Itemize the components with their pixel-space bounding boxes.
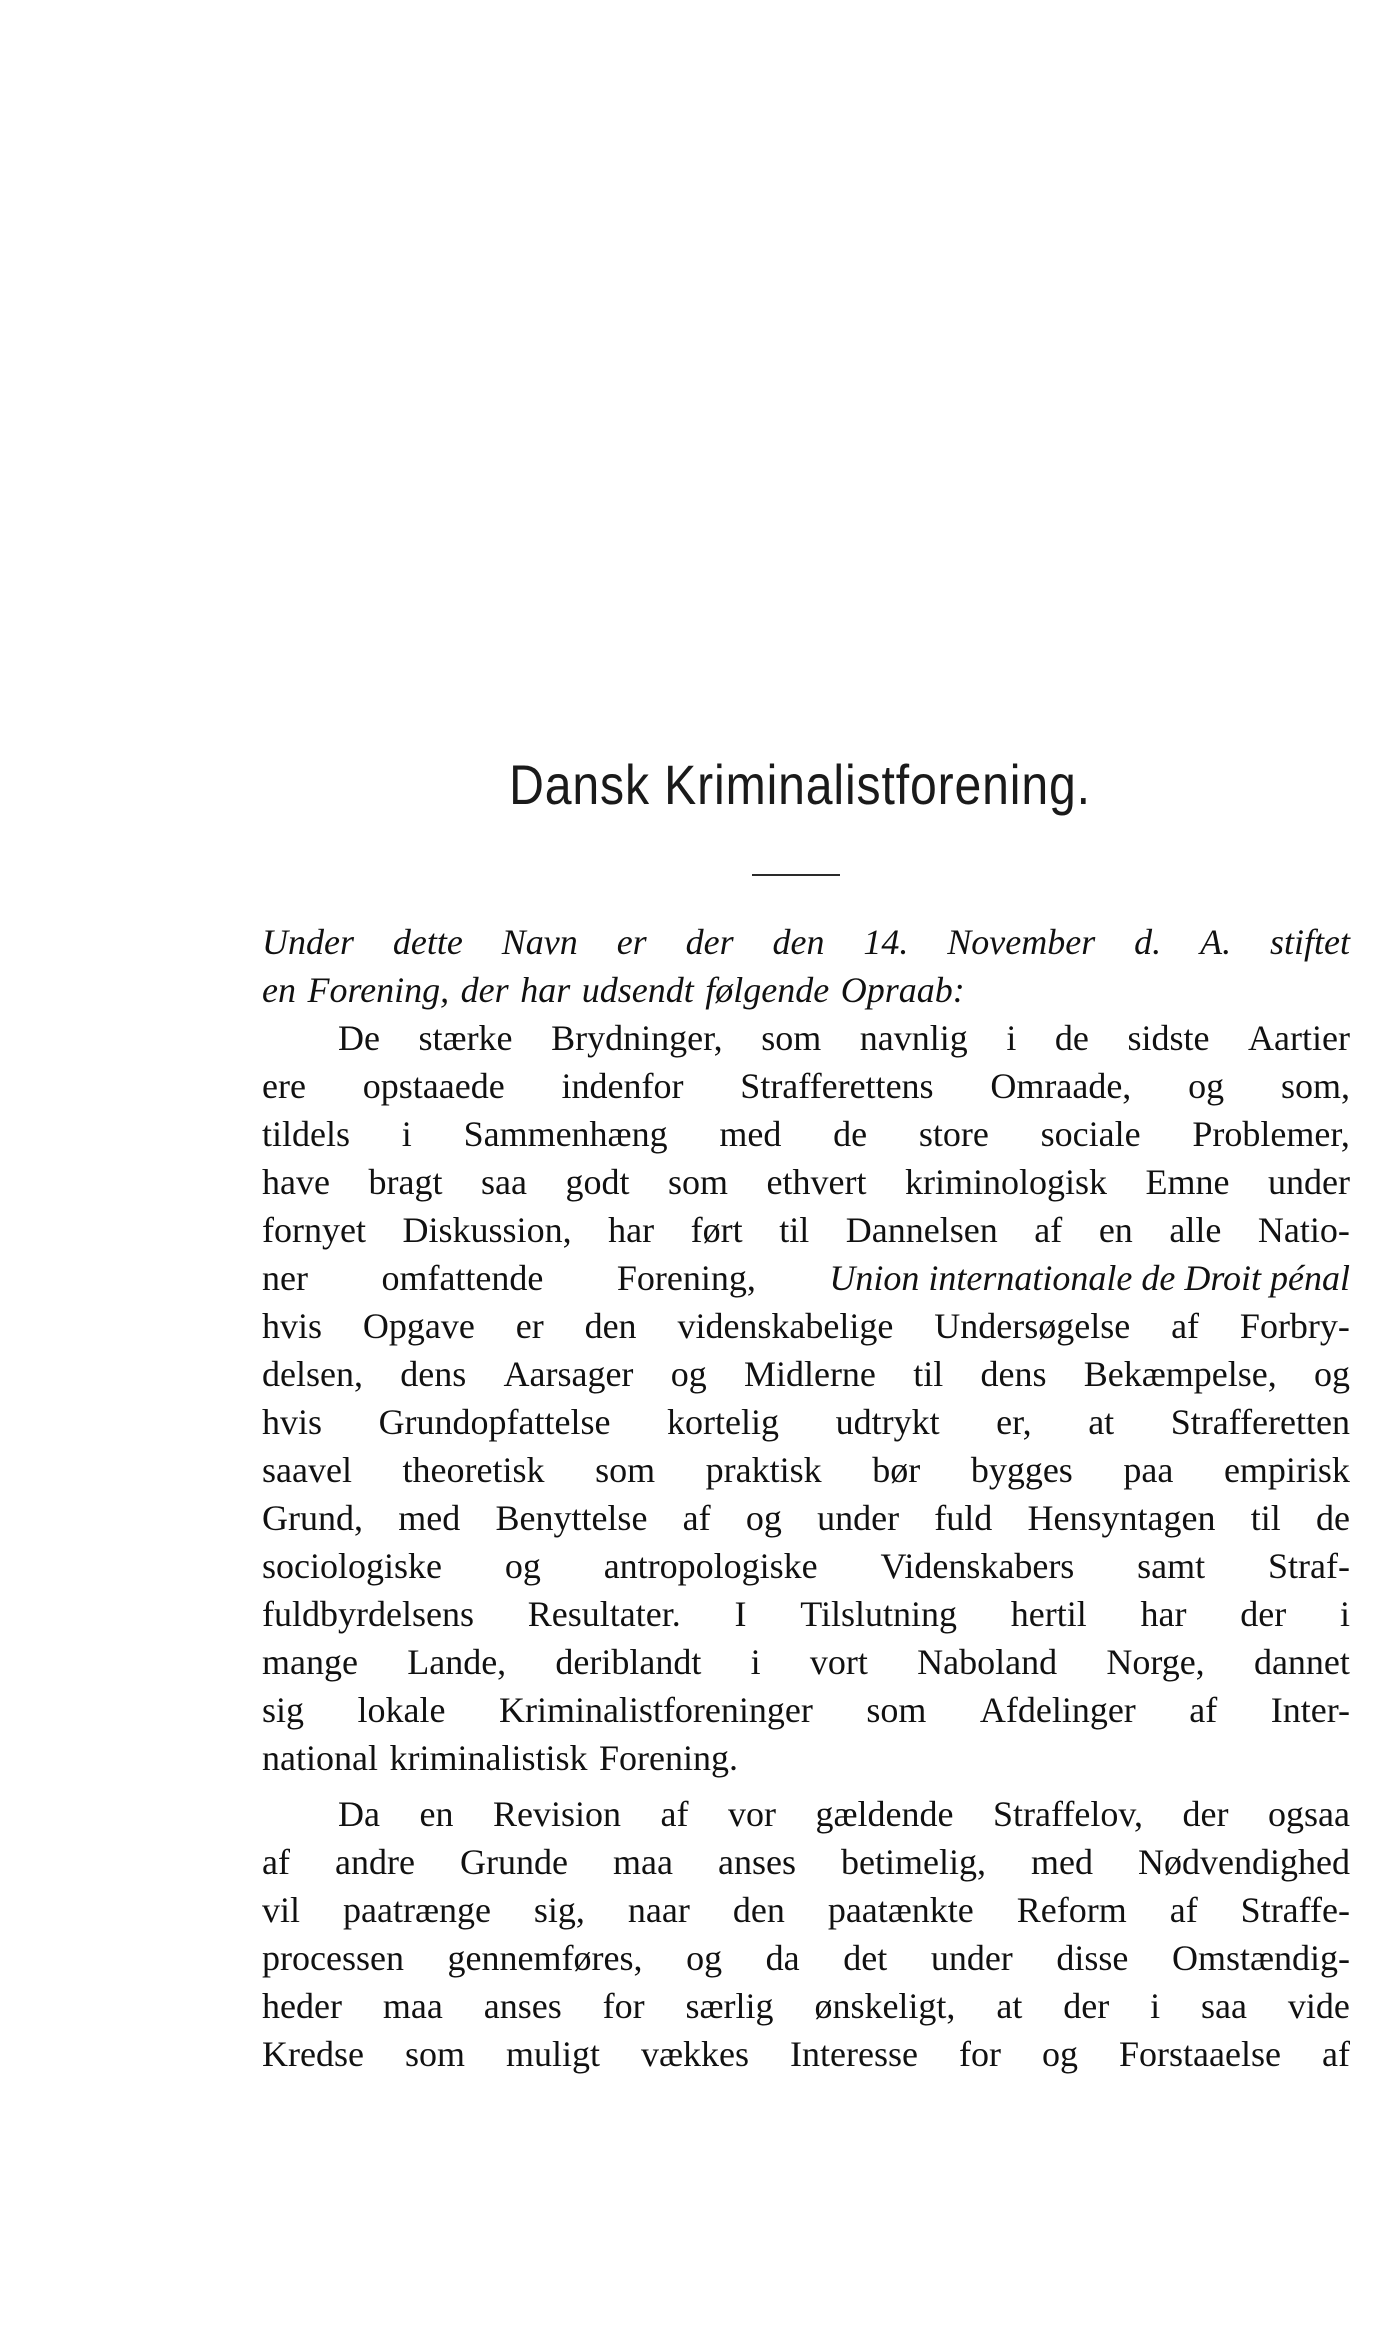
- word: Sammenhæng: [463, 1114, 668, 1154]
- word: delsen,: [262, 1354, 363, 1394]
- word: dens: [400, 1354, 467, 1394]
- word: Da: [338, 1794, 380, 1834]
- word: i: [750, 1642, 761, 1682]
- word: vil: [262, 1890, 301, 1930]
- word: med: [1031, 1842, 1093, 1882]
- word: fuld: [934, 1498, 993, 1538]
- word: kortelig: [667, 1402, 780, 1442]
- word: Aarsager: [503, 1354, 634, 1394]
- word: de: [1315, 1498, 1350, 1538]
- word: Afdelinger: [979, 1690, 1136, 1730]
- text-line: [262, 918, 1350, 966]
- word: af: [262, 1842, 290, 1882]
- word: stiftet: [1269, 922, 1350, 962]
- word: omfattende: [381, 1258, 544, 1298]
- word: kriminalistisk: [389, 1738, 588, 1778]
- word: særlig: [685, 1986, 774, 2026]
- word: Forbry-: [1239, 1306, 1350, 1346]
- word: stærke: [418, 1018, 513, 1058]
- word: af: [1321, 2034, 1350, 2074]
- word: dannet: [1253, 1642, 1350, 1682]
- word: anses: [483, 1986, 562, 2026]
- word: har: [520, 970, 571, 1010]
- word: af: [682, 1498, 711, 1538]
- word: antropologiske: [603, 1546, 818, 1586]
- word: Forstaaelse: [1119, 2034, 1281, 2074]
- word: Videnskabers: [880, 1546, 1075, 1586]
- word: Norge,: [1106, 1642, 1205, 1682]
- word: de: [1054, 1018, 1089, 1058]
- word: De: [338, 1018, 380, 1058]
- word: saavel: [262, 1450, 352, 1490]
- word: Navn: [501, 922, 578, 962]
- word: Straffelov,: [993, 1794, 1143, 1834]
- word: Midlerne: [743, 1354, 876, 1394]
- word: vort: [809, 1642, 868, 1682]
- word: Benyttelse: [495, 1498, 648, 1538]
- word: I: [734, 1594, 747, 1634]
- word: alle: [1169, 1210, 1222, 1250]
- word: sidste: [1127, 1018, 1210, 1058]
- word: Dannelsen: [845, 1210, 998, 1250]
- body-text: [262, 918, 1350, 2078]
- word: Reform: [1016, 1890, 1127, 1930]
- text-line: [262, 1254, 1350, 1302]
- word: Diskussion,: [402, 1210, 572, 1250]
- word: Resultater.: [527, 1594, 681, 1634]
- word: som: [404, 2034, 465, 2074]
- word: af: [1189, 1690, 1218, 1730]
- word: Forening,: [616, 1258, 756, 1298]
- word: der: [685, 922, 734, 962]
- word: ethvert: [766, 1162, 867, 1202]
- word: Undersøgelse: [934, 1306, 1131, 1346]
- word: sig,: [533, 1890, 585, 1930]
- text-line: [262, 1686, 1350, 1734]
- word: Inter-: [1270, 1690, 1350, 1730]
- paragraph-revision: [262, 1790, 1350, 2078]
- word: empirisk: [1223, 1450, 1350, 1490]
- title-rule: [752, 874, 840, 876]
- word: Opraab:: [840, 970, 965, 1010]
- word: i: [1150, 1986, 1161, 2026]
- text-line: [262, 1638, 1350, 1686]
- word: en: [419, 1794, 454, 1834]
- text-line: [262, 1014, 1350, 1062]
- word: en: [1098, 1210, 1133, 1250]
- word: og: [686, 1938, 723, 1978]
- word: praktisk: [705, 1450, 822, 1490]
- word: der: [460, 970, 509, 1010]
- word: og: [1042, 2034, 1078, 2074]
- word: for: [959, 2034, 1001, 2074]
- text-line: [262, 1590, 1350, 1638]
- word: paatrænge: [343, 1890, 491, 1930]
- word: indenfor: [561, 1066, 684, 1106]
- text-line: [262, 1302, 1350, 1350]
- word: Strafferetten: [1170, 1402, 1350, 1442]
- word: fornyet: [262, 1210, 366, 1250]
- word: den: [772, 922, 825, 962]
- word: Aartier: [1248, 1018, 1350, 1058]
- word: med: [719, 1114, 782, 1154]
- word: vækkes: [641, 2034, 750, 2074]
- word: af: [660, 1794, 689, 1834]
- text-line: [262, 1398, 1350, 1446]
- word: Interesse: [790, 2034, 918, 2074]
- word: Naboland: [917, 1642, 1058, 1682]
- word: navnlig: [859, 1018, 968, 1058]
- word: under: [930, 1938, 1013, 1978]
- word: Kredse: [262, 2034, 364, 2074]
- word: gældende: [815, 1794, 954, 1834]
- word: deriblandt: [555, 1642, 702, 1682]
- word: ønskeligt,: [814, 1986, 956, 2026]
- text-line: [262, 1158, 1350, 1206]
- word: er: [515, 1306, 544, 1346]
- word: processen: [262, 1938, 404, 1978]
- word: det: [843, 1938, 888, 1978]
- word: der: [1063, 1986, 1110, 2026]
- word: naar: [627, 1890, 690, 1930]
- word: gennemføres,: [447, 1938, 643, 1978]
- word: Bekæmpelse,: [1083, 1354, 1277, 1394]
- word: Omstændig-: [1171, 1938, 1350, 1978]
- word: A.: [1200, 922, 1232, 962]
- text-line: [262, 1734, 1350, 1782]
- text-line: [262, 1206, 1350, 1254]
- word: den: [732, 1890, 785, 1930]
- word: kriminologisk: [904, 1162, 1107, 1202]
- word: muligt: [506, 2034, 601, 2074]
- word: bragt: [368, 1162, 443, 1202]
- word: bygges: [970, 1450, 1073, 1490]
- word: saa: [480, 1162, 527, 1202]
- word: og: [1188, 1066, 1225, 1106]
- word: udsendt: [581, 970, 694, 1010]
- word: har: [608, 1210, 655, 1250]
- word: Emne: [1145, 1162, 1230, 1202]
- text-line: [262, 1886, 1350, 1934]
- word: November: [947, 922, 1096, 962]
- word: Revision: [493, 1794, 622, 1834]
- word: ner: [262, 1258, 308, 1298]
- word: heder: [262, 1986, 342, 2026]
- word: som: [667, 1162, 728, 1202]
- word: og: [1313, 1354, 1350, 1394]
- word: betimelig,: [841, 1842, 986, 1882]
- word: hvis: [262, 1306, 323, 1346]
- word: med: [398, 1498, 461, 1538]
- word: for: [602, 1986, 645, 2026]
- word: andre: [335, 1842, 415, 1882]
- word: Forening.: [599, 1738, 738, 1778]
- paragraph-appeal: [262, 1014, 1350, 1782]
- word: have: [262, 1162, 330, 1202]
- word: er,: [996, 1402, 1032, 1442]
- text-line: [262, 1982, 1350, 2030]
- word: af: [1034, 1210, 1063, 1250]
- word: som: [866, 1690, 927, 1730]
- word: under: [817, 1498, 900, 1538]
- page-title: Dansk Kriminalistforening.: [509, 753, 1091, 816]
- word: maa: [612, 1842, 673, 1882]
- word: saa: [1201, 1986, 1247, 2026]
- word: bør: [872, 1450, 921, 1490]
- text-line: [262, 1062, 1350, 1110]
- word: Straffe-: [1240, 1890, 1350, 1930]
- word: Natio-: [1257, 1210, 1350, 1250]
- text-line: [262, 1110, 1350, 1158]
- word: 14.: [863, 922, 909, 962]
- word: ere: [262, 1066, 306, 1106]
- word: sig: [262, 1690, 305, 1730]
- word: af: [1169, 1890, 1198, 1930]
- word: udtrykt: [835, 1402, 940, 1442]
- word: er: [616, 922, 647, 962]
- word: at: [1088, 1402, 1115, 1442]
- word: og: [670, 1354, 707, 1394]
- word: tildels: [262, 1114, 350, 1154]
- word: af: [1171, 1306, 1200, 1346]
- word: til: [1250, 1498, 1281, 1538]
- word: følgende: [705, 970, 830, 1010]
- word: anses: [717, 1842, 796, 1882]
- word: dette: [392, 922, 463, 962]
- word: hvis: [262, 1402, 323, 1442]
- paragraph-intro: [262, 918, 1350, 1014]
- word: Nødvendighed: [1138, 1842, 1350, 1882]
- word: som: [761, 1018, 822, 1058]
- word: Tilslutning: [800, 1594, 957, 1634]
- text-line: [262, 1494, 1350, 1542]
- word: den: [584, 1306, 637, 1346]
- text-line: [262, 1350, 1350, 1398]
- word: som: [595, 1450, 656, 1490]
- word: paatænkte: [827, 1890, 974, 1930]
- word: og: [745, 1498, 782, 1538]
- word: national: [262, 1738, 378, 1778]
- word: dens: [980, 1354, 1047, 1394]
- text-line: [262, 966, 1350, 1014]
- word: Grunde: [459, 1842, 568, 1882]
- word: da: [765, 1938, 800, 1978]
- word: disse: [1056, 1938, 1129, 1978]
- word: Grund,: [262, 1498, 363, 1538]
- word: sociale: [1040, 1114, 1141, 1154]
- word: i: [1006, 1018, 1017, 1058]
- word: under: [1268, 1162, 1350, 1202]
- word: theoretisk: [402, 1450, 545, 1490]
- text-line: [262, 1542, 1350, 1590]
- text-line: [262, 1838, 1350, 1886]
- word: til: [779, 1210, 810, 1250]
- word: d.: [1134, 922, 1162, 962]
- text-line: [262, 1790, 1350, 1838]
- word: maa: [382, 1986, 443, 2026]
- word: videnskabelige: [677, 1306, 894, 1346]
- word: hertil: [1010, 1594, 1087, 1634]
- word: en: [262, 970, 296, 1010]
- word: Straf-: [1268, 1546, 1350, 1586]
- text-line: [262, 1446, 1350, 1494]
- word: og: [504, 1546, 541, 1586]
- word: sociologiske: [262, 1546, 442, 1586]
- word: Under: [262, 922, 354, 962]
- word: Problemer,: [1192, 1114, 1350, 1154]
- word: der: [1182, 1794, 1229, 1834]
- word: Strafferettens: [740, 1066, 934, 1106]
- word: i: [401, 1114, 412, 1154]
- word: Forening,: [307, 970, 450, 1010]
- word: ført: [690, 1210, 743, 1250]
- word: samt: [1137, 1546, 1206, 1586]
- word: Kriminalistforeninger: [498, 1690, 813, 1730]
- word: der: [1240, 1594, 1287, 1634]
- word: Hensyntagen: [1027, 1498, 1216, 1538]
- text-line: [262, 2030, 1350, 2078]
- word: vide: [1287, 1986, 1350, 2026]
- word: at: [996, 1986, 1023, 2026]
- paragraph-gap: [262, 1782, 1350, 1790]
- word: Opgave: [362, 1306, 475, 1346]
- word: mange: [262, 1642, 358, 1682]
- word: opstaaede: [362, 1066, 505, 1106]
- word: Grundopfattelse: [378, 1402, 611, 1442]
- word: lokale: [357, 1690, 446, 1730]
- word: til: [913, 1354, 944, 1394]
- word: fuldbyrdelsens: [262, 1594, 474, 1634]
- word: har: [1140, 1594, 1187, 1634]
- word: Omraade,: [990, 1066, 1132, 1106]
- word: Union internationale de Droit pénal: [829, 1258, 1350, 1298]
- word: som,: [1280, 1066, 1350, 1106]
- word: paa: [1123, 1450, 1174, 1490]
- word: ogsaa: [1268, 1794, 1350, 1834]
- word: Lande,: [407, 1642, 507, 1682]
- text-line: [262, 1934, 1350, 1982]
- word: de: [833, 1114, 868, 1154]
- word: store: [918, 1114, 989, 1154]
- word: godt: [565, 1162, 630, 1202]
- word: vor: [728, 1794, 777, 1834]
- word: i: [1339, 1594, 1350, 1634]
- word: Brydninger,: [551, 1018, 723, 1058]
